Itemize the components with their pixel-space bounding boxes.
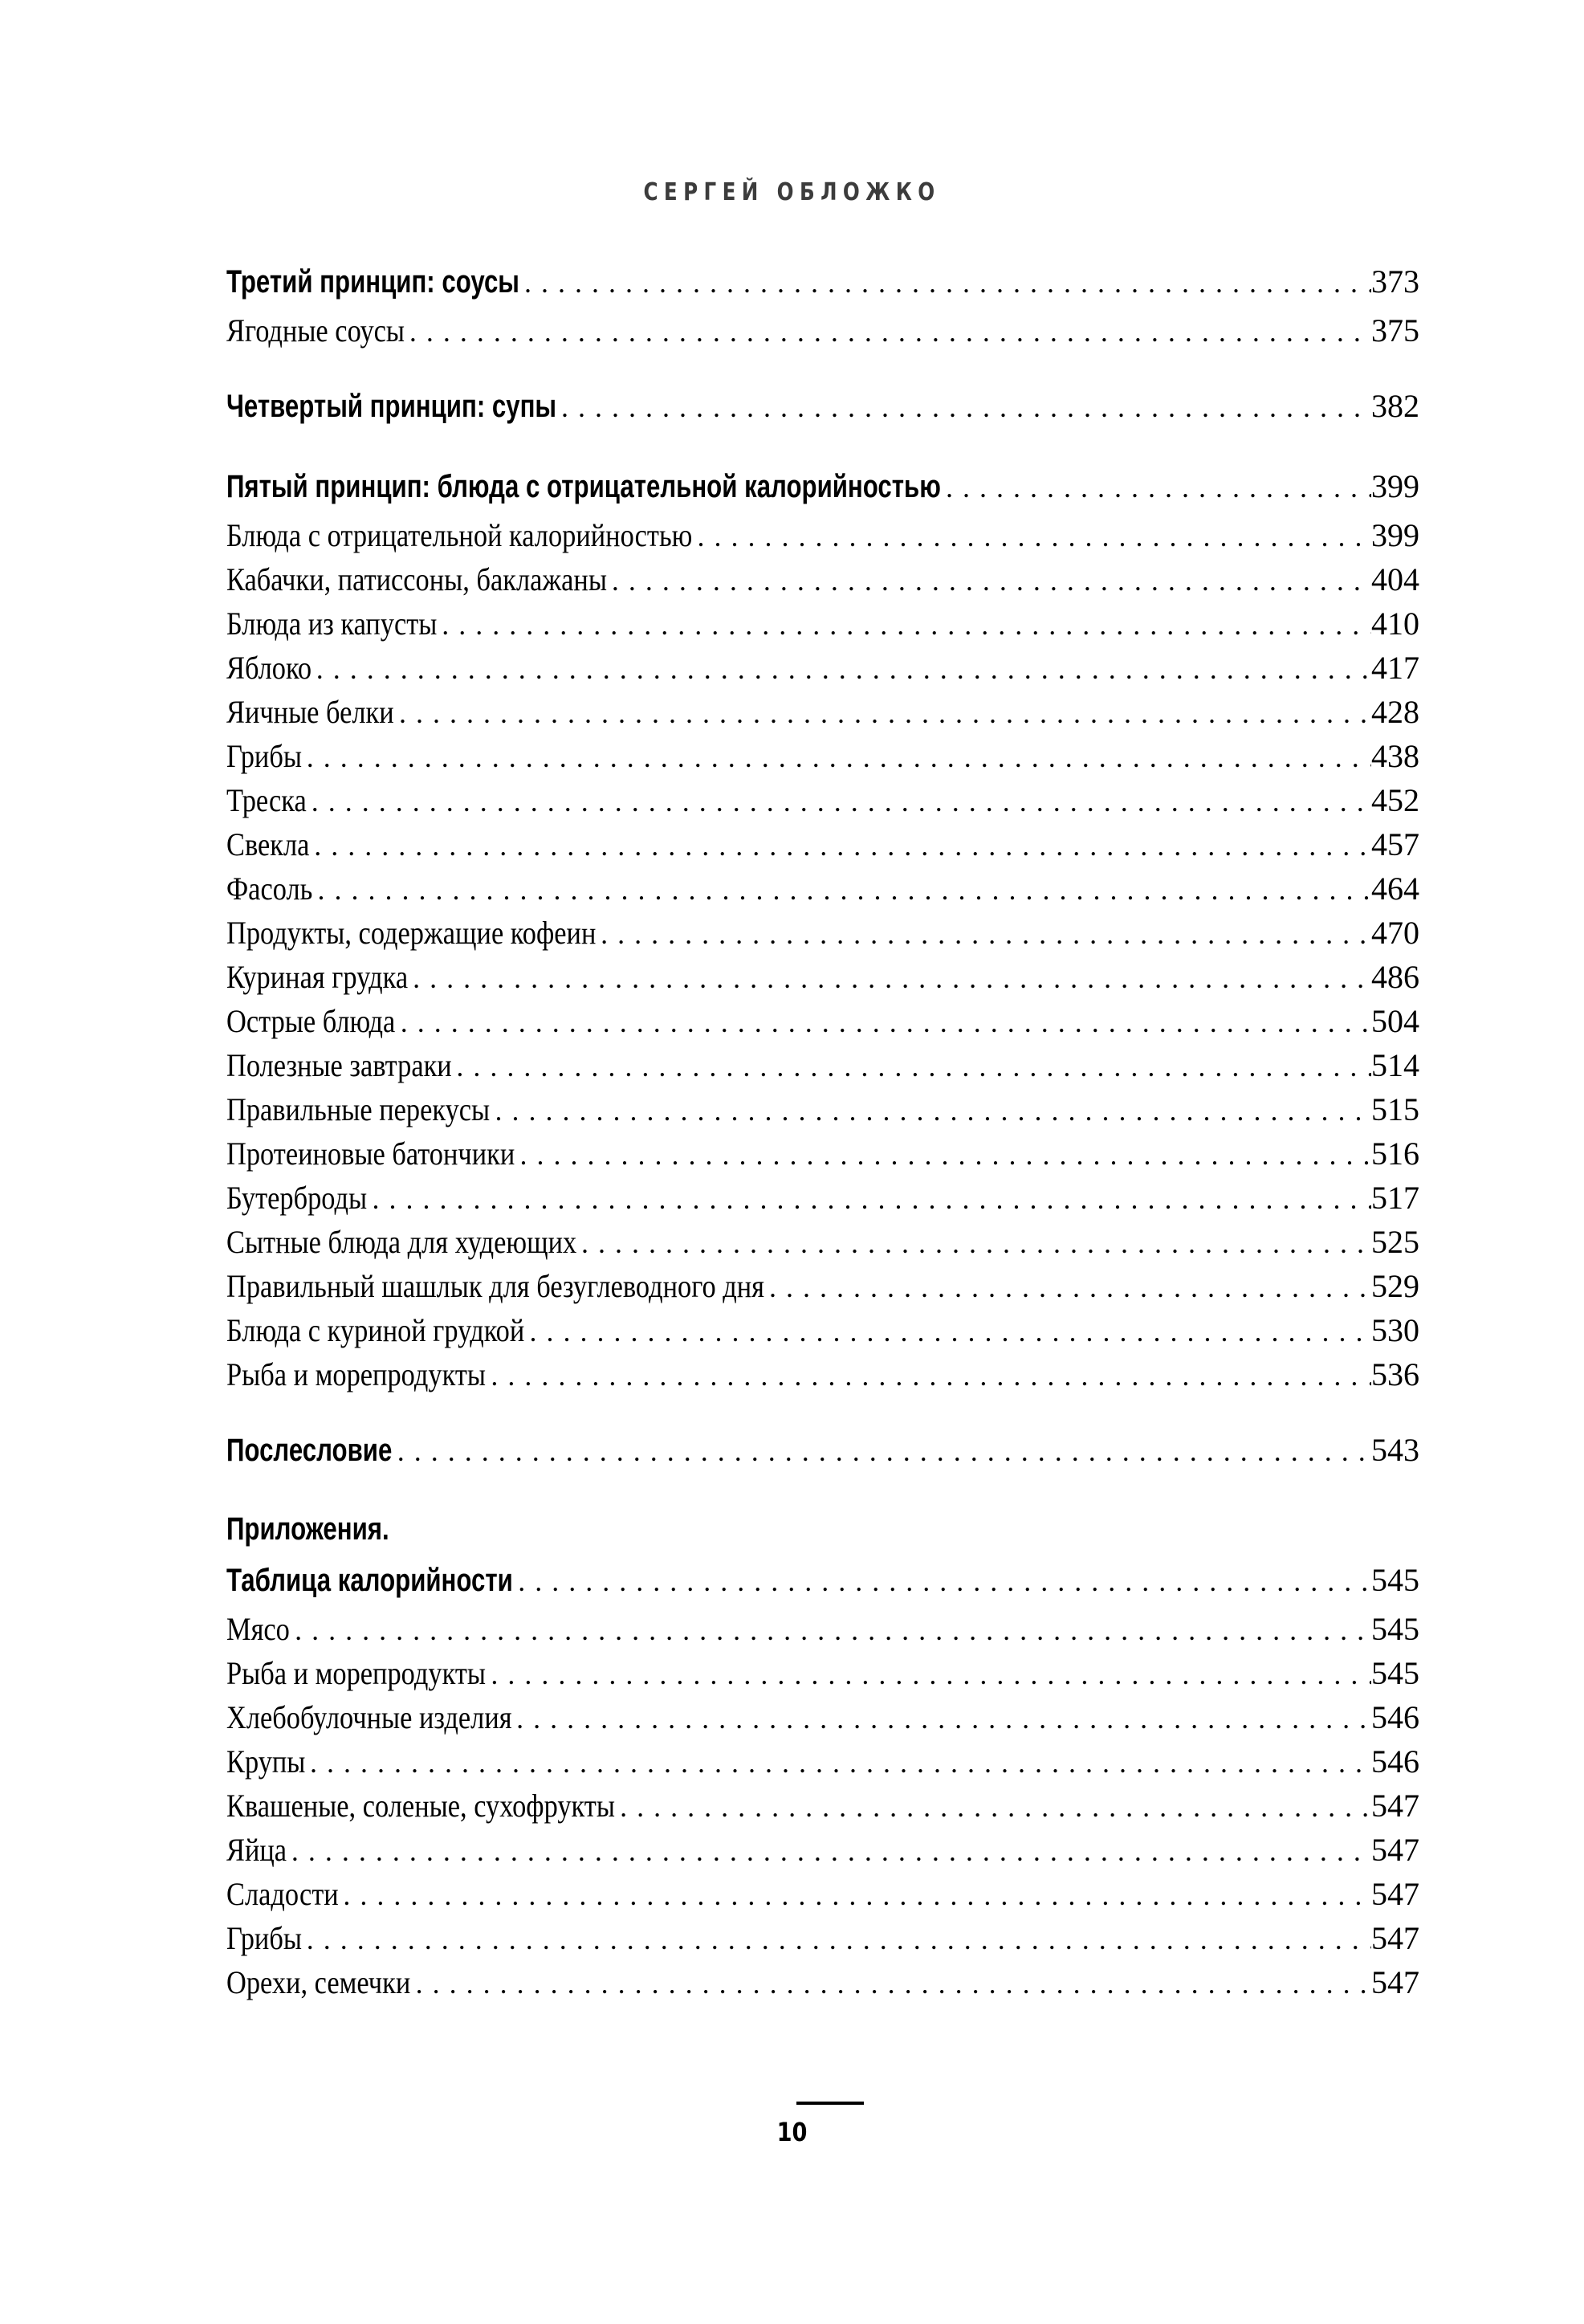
toc-page-number: 547: [1371, 1832, 1419, 1868]
toc-entry-title: Треска: [226, 782, 307, 818]
toc-page-number: 536: [1371, 1356, 1419, 1392]
toc-entry[interactable]: [226, 1043, 1419, 1087]
dot-leader: [396, 1001, 1371, 1045]
dot-leader: [607, 559, 1371, 603]
toc-page-number: 399: [1371, 517, 1419, 553]
toc-page-number: 373: [1371, 263, 1419, 300]
toc-entry[interactable]: [226, 1131, 1419, 1176]
toc-entry[interactable]: [226, 557, 1419, 601]
toc-entry[interactable]: [226, 1087, 1419, 1131]
toc-page-number: 525: [1371, 1224, 1419, 1260]
toc-entry-title: Мясо: [226, 1611, 290, 1647]
toc-heading-afterword[interactable]: [226, 1424, 1419, 1477]
toc-page-number: 545: [1371, 1611, 1419, 1647]
dot-leader: [513, 1555, 1371, 1608]
toc-entry-title: Блюда с куриной грудкой: [226, 1312, 525, 1348]
toc-page-number: 438: [1371, 738, 1419, 774]
dot-leader: [511, 1697, 1371, 1741]
toc-page-number: 382: [1371, 388, 1419, 424]
toc-section-appendix-items: [226, 1607, 1419, 2004]
toc-entry[interactable]: [226, 646, 1419, 690]
toc-entry[interactable]: [226, 734, 1419, 778]
toc-entry-title: Правильный шашлык для безуглеводного дня: [226, 1268, 764, 1304]
toc-entry[interactable]: [226, 601, 1419, 646]
toc-page-number: 516: [1371, 1135, 1419, 1172]
toc-entry[interactable]: [226, 1960, 1419, 2004]
toc-page-number: 410: [1371, 605, 1419, 642]
toc-page-number: 547: [1371, 1788, 1419, 1824]
toc-heading-title: Послесловие: [226, 1433, 393, 1468]
toc-page-number: 452: [1371, 782, 1419, 818]
toc-heading-appendix-line1: [226, 1504, 1419, 1554]
toc-heading-appendix[interactable]: [226, 1554, 1419, 1607]
toc-entry-title: Полезные завтраки: [226, 1047, 452, 1083]
toc-entry[interactable]: [226, 513, 1419, 557]
dot-leader: [437, 603, 1371, 647]
toc-entry-title: Яблоко: [226, 650, 312, 686]
toc-entry-title: Блюда с отрицательной калорийностью: [226, 517, 693, 553]
toc-entry-title: Правильные перекусы: [226, 1091, 491, 1127]
dot-leader: [764, 1266, 1371, 1310]
dot-leader: [596, 912, 1371, 956]
toc-entry[interactable]: [226, 1739, 1419, 1784]
toc-page-number: 428: [1371, 694, 1419, 730]
dot-leader: [451, 1045, 1371, 1089]
dot-leader: [367, 1177, 1371, 1221]
dot-leader: [302, 1918, 1371, 1962]
dot-leader: [941, 461, 1371, 514]
toc-entry-title: Куриная грудка: [226, 959, 409, 995]
toc-entry[interactable]: [226, 1828, 1419, 1872]
toc-entry[interactable]: [226, 1220, 1419, 1264]
toc-page-number: 529: [1371, 1268, 1419, 1304]
toc-entry[interactable]: [226, 1695, 1419, 1739]
toc-entry-title: Рыба и морепродукты: [226, 1356, 486, 1392]
toc-page-number: 517: [1371, 1180, 1419, 1216]
toc-entry[interactable]: [226, 1308, 1419, 1352]
toc-entry-title: Яйца: [226, 1832, 287, 1868]
toc-entry[interactable]: [226, 999, 1419, 1043]
toc-entry-title: Квашеные, соленые, сухофрукты: [226, 1788, 615, 1824]
folio-rule: [796, 2102, 864, 2105]
toc-entry[interactable]: [226, 1651, 1419, 1695]
toc-entry[interactable]: [226, 1264, 1419, 1308]
toc-entry-title: Яичные белки: [226, 694, 394, 730]
toc-page-number: 399: [1371, 468, 1419, 504]
toc-page-number: 417: [1371, 650, 1419, 686]
toc-heading-title: Четвертый принцип: супы: [226, 389, 557, 424]
toc-entry[interactable]: [226, 308, 1419, 353]
dot-leader: [287, 1829, 1371, 1873]
dot-leader: [307, 780, 1371, 824]
dot-leader: [411, 1962, 1371, 2006]
toc-entry-title: Крупы: [226, 1743, 306, 1780]
dot-leader: [313, 868, 1372, 912]
toc-page-number: 515: [1371, 1091, 1419, 1127]
dot-leader: [693, 515, 1372, 559]
toc-heading-title: Третий принцип: соусы: [226, 264, 519, 300]
dot-leader: [338, 1873, 1371, 1918]
toc-entry[interactable]: [226, 778, 1419, 822]
dot-leader: [576, 1221, 1371, 1266]
toc-entry-title: Грибы: [226, 1920, 302, 1956]
dot-leader: [309, 824, 1371, 868]
toc-page-number: 543: [1371, 1432, 1419, 1468]
running-head-author: СЕРГЕЙ ОБЛОЖКО: [643, 178, 941, 206]
toc-page-number: 530: [1371, 1312, 1419, 1348]
toc-heading-title: Приложения.: [226, 1511, 389, 1547]
toc-heading-negative-calorie[interactable]: [226, 460, 1419, 513]
toc-entry-title: Ягодные соусы: [226, 312, 405, 349]
toc-entry-title: Продукты, содержащие кофеин: [226, 915, 597, 951]
toc-page-number: 514: [1371, 1047, 1419, 1083]
dot-leader: [302, 736, 1371, 780]
toc-entry[interactable]: [226, 1784, 1419, 1828]
dot-leader: [515, 1133, 1371, 1177]
dot-leader: [486, 1354, 1371, 1398]
dot-leader: [556, 381, 1371, 434]
dot-leader: [305, 1741, 1371, 1785]
toc-page-number: 375: [1371, 312, 1419, 349]
toc-section-sauces-items: [226, 308, 1419, 353]
toc-entry[interactable]: [226, 1916, 1419, 1960]
toc-entry[interactable]: [226, 1176, 1419, 1220]
table-of-contents: [226, 255, 1419, 2004]
dot-leader: [519, 256, 1371, 309]
toc-entry-title: Сладости: [226, 1876, 339, 1912]
dot-leader: [615, 1785, 1371, 1829]
dot-leader: [290, 1608, 1371, 1653]
toc-heading-soups[interactable]: [226, 380, 1419, 433]
toc-heading-sauces[interactable]: [226, 255, 1419, 308]
toc-page-number: 504: [1371, 1003, 1419, 1039]
dot-leader: [394, 691, 1371, 736]
toc-entry-title: Блюда из капусты: [226, 605, 438, 642]
toc-entry[interactable]: [226, 690, 1419, 734]
toc-page-number: 547: [1371, 1920, 1419, 1956]
toc-entry[interactable]: [226, 911, 1419, 955]
toc-entry-title: Протеиновые батончики: [226, 1135, 515, 1172]
toc-entry[interactable]: [226, 822, 1419, 866]
toc-page-number: 546: [1371, 1743, 1419, 1780]
toc-entry-title: Бутерброды: [226, 1180, 368, 1216]
toc-entry-title: Острые блюда: [226, 1003, 396, 1039]
toc-section-negative-calorie-items: [226, 513, 1419, 1396]
dot-leader: [491, 1089, 1371, 1133]
toc-entry[interactable]: [226, 1872, 1419, 1916]
dot-leader: [312, 647, 1371, 691]
toc-entry-title: Кабачки, патиссоны, баклажаны: [226, 561, 607, 597]
toc-page-number: 470: [1371, 915, 1419, 951]
dot-leader: [408, 956, 1371, 1001]
toc-entry[interactable]: [226, 866, 1419, 911]
toc-entry[interactable]: [226, 1352, 1419, 1396]
toc-page-number: 464: [1371, 870, 1419, 907]
toc-page-number: 547: [1371, 1964, 1419, 2000]
toc-entry[interactable]: [226, 1607, 1419, 1651]
toc-entry[interactable]: [226, 955, 1419, 999]
toc-page-number: 546: [1371, 1699, 1419, 1735]
page-number: 10: [776, 2117, 808, 2147]
toc-entry-title: Рыба и морепродукты: [226, 1655, 486, 1691]
toc-page-number: 547: [1371, 1876, 1419, 1912]
toc-entry-title: Фасоль: [226, 870, 313, 907]
dot-leader: [405, 310, 1371, 354]
dot-leader: [486, 1653, 1371, 1697]
toc-entry-title: Хлебобулочные изделия: [226, 1699, 512, 1735]
toc-page-number: 545: [1371, 1655, 1419, 1691]
dot-leader: [393, 1425, 1371, 1478]
toc-heading-title: Пятый принцип: блюда с отрицательной калорийностью: [226, 469, 941, 504]
toc-entry-title: Орехи, семечки: [226, 1964, 411, 2000]
toc-page-number: 545: [1371, 1562, 1419, 1598]
toc-page-number: 486: [1371, 959, 1419, 995]
toc-entry-title: Грибы: [226, 738, 302, 774]
dot-leader: [525, 1310, 1371, 1354]
toc-page-number: 404: [1371, 561, 1419, 597]
toc-heading-title: Таблица калорийности: [226, 1563, 513, 1598]
toc-entry-title: Сытные блюда для худеющих: [226, 1224, 577, 1260]
toc-entry-title: Свекла: [226, 826, 310, 862]
toc-page-number: 457: [1371, 826, 1419, 862]
